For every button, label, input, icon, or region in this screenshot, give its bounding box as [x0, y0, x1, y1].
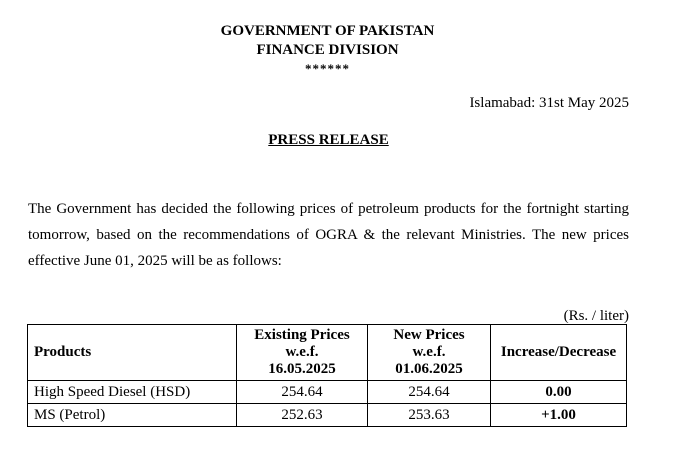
header-new-line2: w.e.f. [412, 344, 446, 360]
table-row [28, 404, 627, 427]
dateline: Islamabad: 31st May 2025 [469, 95, 629, 111]
petroleum-prices-table [27, 324, 627, 427]
header-new-prices [368, 325, 491, 381]
table-header-row [28, 325, 627, 381]
new-price: 254.64 [368, 381, 491, 404]
existing-price: 252.63 [237, 404, 368, 427]
unit-label: (Rs. / liter) [563, 308, 629, 324]
division-title: FINANCE DIVISION [256, 42, 399, 58]
header-new-line3: 01.06.2025 [395, 361, 463, 377]
existing-price: 254.64 [237, 381, 368, 404]
header-existing-prices [237, 325, 368, 381]
government-title: GOVERNMENT OF PAKISTAN [220, 23, 435, 39]
header-increase-decrease: Increase/Decrease [491, 325, 627, 381]
announcement-paragraph: The Government has decided the following prices of petroleum products for the fortnight starting tomorrow, based on the recommendations of OGRA & the relevant Ministries. The new prices effective June 01, 2025 will be as follows: [28, 201, 629, 269]
header-new-line1: New Prices [393, 327, 465, 343]
header-separator: ****** [305, 61, 350, 76]
header-existing-line3: 16.05.2025 [268, 361, 336, 377]
table-row [28, 381, 627, 404]
price-change: 0.00 [491, 381, 627, 404]
price-change: +1.00 [491, 404, 627, 427]
product-name: High Speed Diesel (HSD) [28, 381, 237, 404]
new-price: 253.63 [368, 404, 491, 427]
header-existing-line1: Existing Prices [254, 327, 350, 343]
header-existing-line2: w.e.f. [285, 344, 319, 360]
header-products: Products [28, 325, 237, 381]
press-release-title: PRESS RELEASE [268, 132, 389, 148]
product-name: MS (Petrol) [28, 404, 237, 427]
